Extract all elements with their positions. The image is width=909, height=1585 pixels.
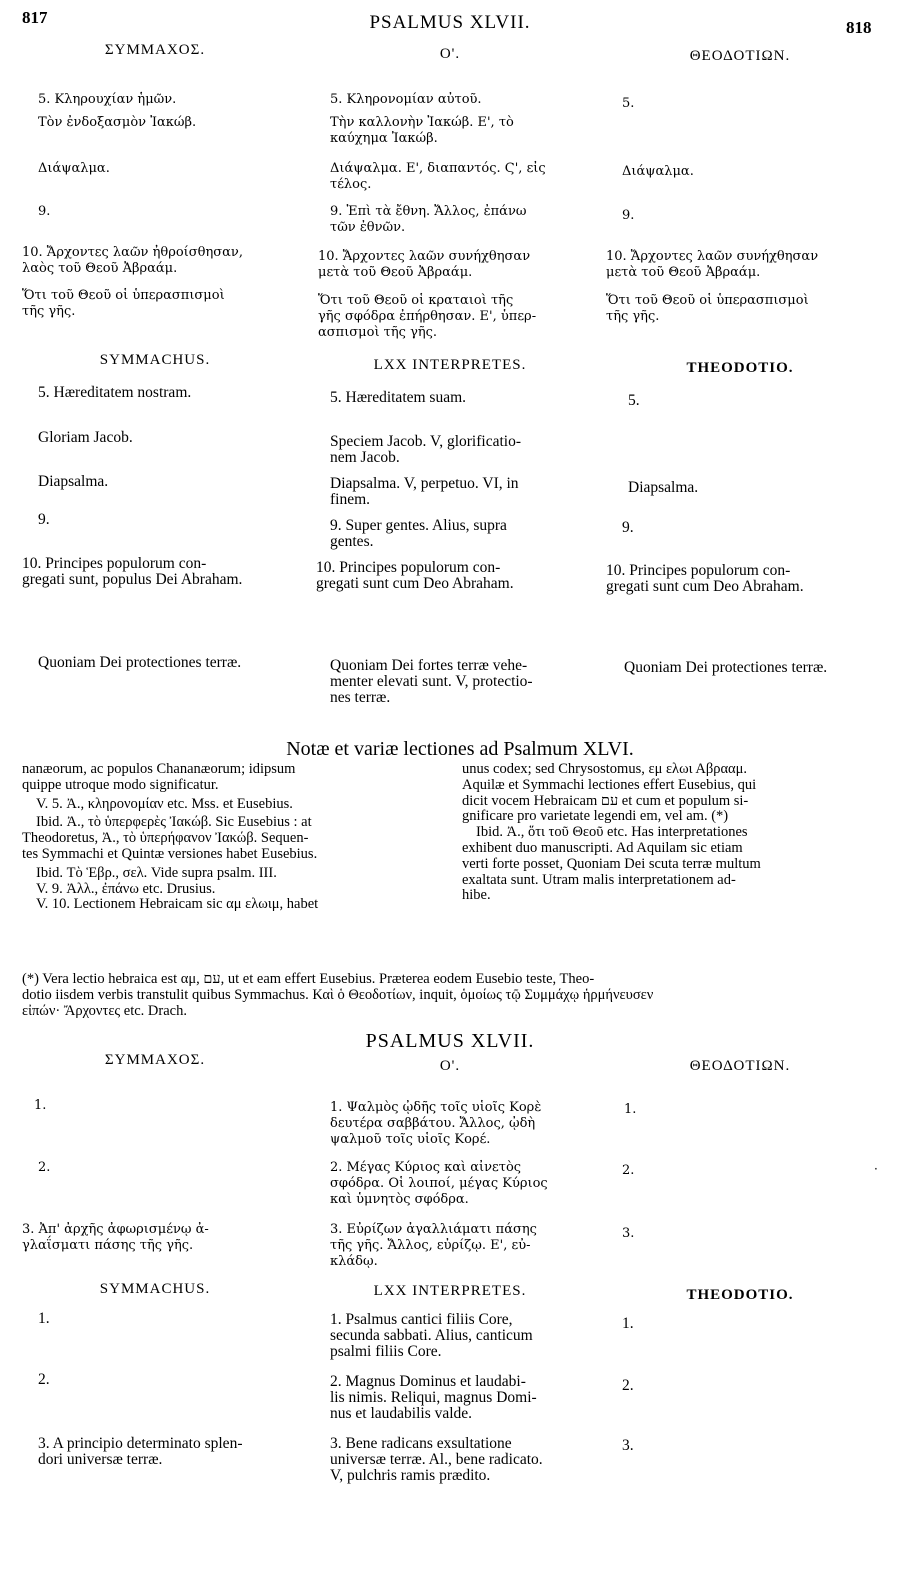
s2-latin-r1-left: 1. (38, 1310, 50, 1327)
s2-greek-r1-center: 1. Ψαλμὸς ᾠδῆς τοῖς υἱοῖς Κορὲ δευτέρα σαββάτου. Ἄλλος, ᾠδὴ ψαλμοῦ τοῖς υἱοῖς Κορέ. (330, 1100, 542, 1147)
s1-latin-r3-right: Diapsalma. (628, 479, 699, 496)
s2-greek-r2-right: 2. (622, 1163, 635, 1178)
note-line: Ibid. Ἀ., τὸ ὑπερφερὲς Ἰακώβ. Sic Eusebius : at (36, 814, 312, 831)
s1-latin-r1-center: 5. Hæreditatem suam. (330, 389, 467, 406)
s1-greek-r1-left: 5. Κληρουχίαν ἡμῶν. (38, 92, 177, 107)
s1-greek-r4-left: 9. (38, 204, 51, 219)
s1-greek-r4-center: 9. Ἐπὶ τὰ ἔθνη. Ἄλλος, ἐπάνω τῶν ἐθνῶν. (330, 204, 527, 235)
note-line: tes Symmachi et Quintæ versiones habet Eusebius. (22, 845, 318, 862)
s1-greek-r2-left: Τὸν ἐνδοξασμὸν Ἰακώβ. (38, 115, 197, 130)
s1-latin-r1-left: 5. Hæreditatem nostram. (38, 384, 192, 401)
note-line: Ibid. Ἀ., ὅτι τοῦ Θεοῦ etc. Has interpretationes (476, 824, 748, 841)
s1-latin-r2-left: Gloriam Jacob. (38, 429, 133, 446)
s2-latin-r1-center: 1. Psalmus cantici filiis Core, secunda sabbati. Alius, canticum psalmi filiis Core. (330, 1311, 533, 1360)
running-title: PSALMUS XLVII. (369, 12, 531, 33)
latin-header-symmachus-2: SYMMACHUS. (99, 1281, 211, 1297)
greek-header-theodotion: ΘΕΟΔΟΤΙΩΝ. (689, 48, 791, 64)
page-number-right: 818 (846, 18, 872, 37)
note-line: exhibent duo manuscripti. Ad Aquilam sic etiam (462, 839, 743, 856)
note-line: V. 5. Ἀ., κληρονομίαν etc. Mss. et Eusebius. (36, 795, 293, 812)
s2-latin-r1-right: 1. (622, 1315, 634, 1332)
s1-latin-r1-right: 5. (628, 392, 640, 409)
s1-greek-r4-right: 9. (622, 208, 635, 223)
s1-greek-r5-center: 10. Ἄρχοντες λαῶν συνήχθησαν μετὰ τοῦ Θεοῦ Ἀβραάμ. (318, 249, 531, 280)
note-line: quippe utroque modo significatur. (22, 776, 219, 793)
greek-header-lxx-2: O'. (439, 1058, 461, 1074)
s2-greek-r1-left: 1. (34, 1098, 47, 1113)
note-line: hibe. (462, 887, 491, 904)
footnote-line: dotio iisdem verbis transtulit quibus Symmachus. Καὶ ὁ Θεοδοτίων, inquit, ὁμοίως τῷ Συμμάχῳ ἡρμήνευσεν (22, 986, 654, 1003)
s1-greek-r3-right: Διάψαλμα. (622, 164, 694, 179)
s2-latin-r3-center: 3. Bene radicans exsultatione universæ terræ. Al., bene radicato. V, pulchris ramis prædito. (330, 1435, 543, 1484)
s1-latin-r6-left: Quoniam Dei protectiones terræ. (38, 654, 242, 671)
s1-greek-r5-right: 10. Ἄρχοντες λαῶν συνήχθησαν μετὰ τοῦ Θεοῦ Ἀβραάμ. (606, 249, 819, 280)
greek-header-theodotion-2: ΘΕΟΔΟΤΙΩΝ. (689, 1058, 791, 1074)
greek-header-symmachus: ΣΥΜΜΑΧΟΣ. (104, 42, 206, 58)
s1-latin-r5-center: 10. Principes populorum con- gregati sunt cum Deo Abraham. (316, 559, 514, 592)
s1-latin-r4-left: 9. (38, 511, 50, 528)
note-line: V. 9. Ἀλλ., ἐπάνω etc. Drusius. (36, 880, 216, 897)
s2-greek-r3-right: 3. (622, 1226, 635, 1241)
note-line: exaltata sunt. Utram malis interpretationem ad- (462, 871, 736, 888)
latin-header-lxx-2: LXX INTERPRETES. (373, 1283, 527, 1299)
greek-header-lxx: O'. (439, 46, 461, 62)
note-line: nanæorum, ac populos Chananæorum; idipsum (22, 761, 296, 777)
footnote (22, 972, 892, 1019)
latin-header-lxx: LXX INTERPRETES. (373, 357, 527, 373)
s2-latin-r3-left: 3. A principio determinato splen- dori universæ terræ. (38, 1435, 243, 1468)
note-line: Aquilæ et Symmachi lectiones effert Eusebius, qui (462, 776, 757, 793)
s2-greek-r3-center: 3. Εὐρίζων ἀγαλλιάματι πάσης τῆς γῆς. Ἄλλος, εὐρίζῳ. Ε', εὐ- κλάδῳ. (330, 1222, 537, 1269)
notes-right-column (462, 762, 892, 904)
s1-latin-r3-center: Diapsalma. V, perpetuo. VI, in finem. (330, 475, 519, 508)
s1-greek-r3-left: Διάψαλμα. (38, 161, 110, 176)
note-line: gnificare pro varietate legendi em, vel am. (*) (462, 808, 729, 825)
note-line: Theodoretus, Ἀ., τὸ ὑπερήφανον Ἰακώβ. Sequen- (22, 830, 309, 847)
s1-greek-r2-center: Τὴν καλλονὴν Ἰακώβ. Ε', τὸ καύχημα Ἰακώβ. (330, 115, 514, 146)
s1-greek-r6-right: Ὅτι τοῦ Θεοῦ οἱ ὑπερασπισμοὶ τῆς γῆς. (606, 293, 809, 324)
notes-left-column (22, 762, 452, 913)
s1-latin-r5-right: 10. Principes populorum con- gregati sunt cum Deo Abraham. (606, 562, 804, 595)
s1-latin-r3-left: Diapsalma. (38, 473, 109, 490)
s1-greek-r1-center: 5. Κληρονομίαν αὐτοῦ. (330, 92, 482, 107)
s2-latin-r2-center: 2. Magnus Dominus et laudabi- lis nimis. Reliqui, magnus Domi- nus et laudabilis valde. (330, 1373, 537, 1422)
s1-greek-r5-left: 10. Ἄρχοντες λαῶν ἠθροίσθησαν, λαὸς τοῦ Θεοῦ Ἀβραάμ. (22, 245, 243, 276)
s1-greek-r3-center: Διάψαλμα. Ε', διαπαντός. Ϛ', εἰς τέλος. (330, 161, 546, 192)
s2-greek-r1-right: 1. (624, 1102, 637, 1117)
s1-greek-r6-left: Ὅτι τοῦ Θεοῦ οἱ ὑπερασπισμοὶ τῆς γῆς. (22, 288, 225, 319)
stray-dot-mark: · (874, 1162, 878, 1176)
note-line: unus codex; sed Chrysostomus, εμ ελωι Αβρααμ. (462, 761, 748, 777)
latin-header-theodotio: THEODOTIO. (686, 360, 794, 376)
note-line: dicit vocem Hebraicam עם et cum et populum si- (462, 792, 749, 809)
s2-greek-r3-left: 3. Ἀπ' ἀρχῆς ἀφωρισμένῳ ἀ- γλαΐσματι πάσης τῆς γῆς. (22, 1222, 209, 1253)
s1-latin-r4-right: 9. (622, 519, 634, 536)
s1-latin-r6-right: Quoniam Dei protectiones terræ. (624, 659, 828, 676)
note-line: verti forte posset, Quoniam Dei scuta terræ multum (462, 855, 761, 872)
latin-header-theodotio-2: THEODOTIO. (686, 1287, 794, 1303)
s2-latin-r2-left: 2. (38, 1371, 50, 1388)
s2-greek-r2-center: 2. Μέγας Κύριος καὶ αἰνετὸς σφόδρα. Οἱ λοιποί, μέγας Κύριος καὶ ὑμνητὸς σφόδρα. (330, 1160, 548, 1207)
note-line: V. 10. Lectionem Hebraicam sic αμ ελωιμ, habet (36, 896, 319, 913)
note-line: Ibid. Τὸ Ἑβρ., σελ. Vide supra psalm. III. (36, 864, 277, 881)
greek-header-symmachus-2: ΣΥΜΜΑΧΟΣ. (104, 1052, 206, 1068)
s1-latin-r5-left: 10. Principes populorum con- gregati sunt, populus Dei Abraham. (22, 555, 243, 588)
s1-latin-r6-center: Quoniam Dei fortes terræ vehe- menter elevati sunt. V, protectio- nes terræ. (330, 657, 533, 706)
s2-latin-r2-right: 2. (622, 1377, 634, 1394)
footnote-line: (*) Vera lectio hebraica est αμ, עם, ut et eam effert Eusebius. Præterea eodem Eusebio teste, Theo- (22, 971, 595, 987)
s2-greek-r2-left: 2. (38, 1160, 51, 1175)
s1-greek-r1-right: 5. (622, 96, 635, 111)
s1-latin-r2-center: Speciem Jacob. V, glorificatio- nem Jacob. (330, 433, 521, 466)
page-number-left: 817 (22, 8, 48, 27)
latin-header-symmachus: SYMMACHUS. (99, 352, 211, 368)
s1-latin-r4-center: 9. Super gentes. Alius, supra gentes. (330, 517, 507, 550)
footnote-line: εἰπών· Ἄρχοντες etc. Drach. (22, 1002, 187, 1019)
s2-latin-r3-right: 3. (622, 1437, 634, 1454)
psalm-title: PSALMUS XLVII. (365, 1030, 535, 1052)
s1-greek-r6-center: Ὅτι τοῦ Θεοῦ οἱ κραταιοὶ τῆς γῆς σφόδρα ἐπήρθησαν. Ε', ὑπερ- ασπισμοὶ τῆς γῆς. (318, 293, 537, 340)
notes-title: Notæ et variæ lectiones ad Psalmum XLVI. (286, 738, 634, 760)
